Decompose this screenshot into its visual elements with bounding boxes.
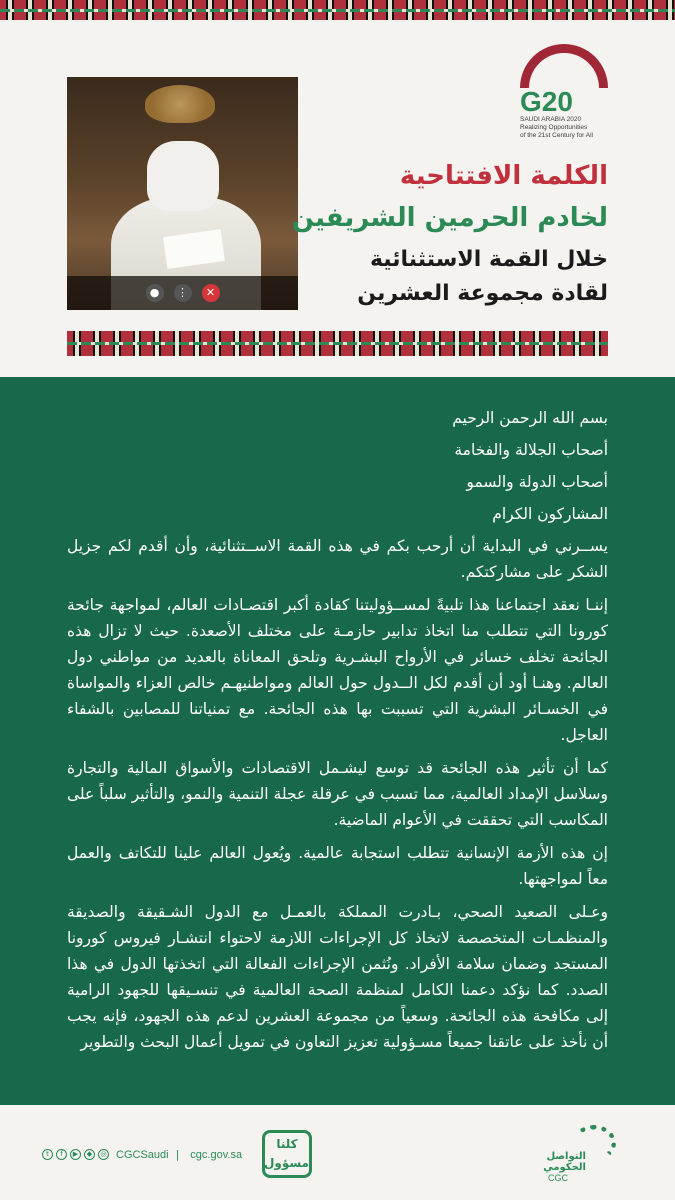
- social-links: [42, 1148, 242, 1161]
- speech-text: [67, 405, 608, 1062]
- speech-paragraph-2: إننـا نعقد اجتماعنا هذا تلبيةً لمســؤوليتنا كقادة أكبر اقتصـادات العالم، لمواجهة جائحة كورونا التي تتطلب منا اتخاذ تدابير حازمـة على مختلف الأصعدة. حيث لا تزال هذه الجائحة تخلف خسائر في الأرواح البشـرية وتلحق المعاناة بالعديد من مواطني دول العالم. وهنـا أود أن أقدم لكل الــدول حول العالم ومواطنيهـم خالص العزاء والمواساة في الخسـائر البشرية التي تسببت بها هذه الجائحة. مع تمنياتنا للمصابين بالشفاء العاجل.: [67, 596, 608, 744]
- top-pattern-band: [0, 0, 675, 20]
- headline-line-3: خلال القمة الاستثنائية: [369, 247, 608, 272]
- instagram-icon[interactable]: ◎: [98, 1149, 109, 1160]
- speech-paragraph-4: إن هذه الأزمة الإنسانية تتطلب استجابة عالمية. ويُعول العالم علينا للتكاتف والعمل معاً لمواجهتها.: [67, 844, 608, 888]
- social-handle[interactable]: CGCSaudi: [116, 1148, 169, 1161]
- emblem-shape: [145, 85, 215, 123]
- masool-text: مسؤول: [263, 1156, 309, 1170]
- headline-line-2: لخادم الحرمين الشريفين: [291, 203, 608, 233]
- figure-head-shape: [147, 141, 219, 211]
- greeting-1: بسم الله الرحمن الرحيم: [452, 409, 608, 427]
- youtube-icon[interactable]: ▶: [70, 1149, 81, 1160]
- greeting-2: أصحاب الجلالة والفخامة: [454, 441, 608, 459]
- middle-pattern-band: [67, 331, 608, 356]
- cgc-arabic-2: الحكومي: [543, 1162, 586, 1173]
- kulna-text: كلنا: [276, 1137, 298, 1151]
- footer: [0, 1105, 675, 1200]
- mic-icon: ●: [146, 284, 164, 302]
- twitter-icon[interactable]: t: [42, 1149, 53, 1160]
- speech-paragraph-5: وعـلى الصعيد الصحي، بـادرت المملكة بالعمـل مع الدول الشـقيقة والصديقة والمنظمـات المتخصصة لاتخاذ كل الإجراءات اللازمة لاحتواء انتشـار فيروس كورونا المستجد وضمان سلامة الأفراد. ونُثمن الإجراءات الفعالة التي اتخذتها الدول في هذا الصدد. كما نؤكد دعمنا الكامل لمنظمة الصحة العالمية في تنسـيقها للجهود الرامية إلى مكافحة هذه الجائحة. وسعياً من مجموعة العشرين لدعم هذه الجهود، فإنه يجب أن نأخذ على عاتقنا جميعاً مسـؤولية تعزيز التعاون في تمويل أعمال البحث والتطوير: [67, 903, 608, 1051]
- g20-arc-shape: [520, 44, 608, 88]
- cgc-logo: [538, 1125, 628, 1187]
- speech-panel: [0, 377, 675, 1105]
- kulna-masool-logo: [262, 1130, 312, 1178]
- cgc-arabic-1: التواصل: [546, 1151, 586, 1162]
- speech-paragraph-1: يســرني في البداية أن أرحب بكم في هذه القمة الاســتثنائية، وأن أقدم لكم جزيل الشكر على مشاركتكم.: [67, 537, 608, 581]
- g20-subtitle-2: Realizing Opportunities: [520, 124, 588, 131]
- g20-subtitle-1: SAUDI ARABIA 2020: [520, 116, 582, 123]
- headline-line-1: الكلمة الافتتاحية: [399, 161, 608, 191]
- greeting-3: أصحاب الدولة والسمو: [466, 473, 608, 491]
- headline-line-4: لقادة مجموعة العشرين: [357, 281, 608, 306]
- snapchat-icon[interactable]: ◆: [84, 1149, 95, 1160]
- end-call-icon: ✕: [202, 284, 220, 302]
- king-video-photo: [67, 77, 298, 310]
- footer-separator: |: [175, 1148, 180, 1161]
- greeting-4: المشاركون الكرام: [492, 505, 608, 523]
- website-link[interactable]: cgc.gov.sa: [190, 1148, 243, 1161]
- headline: [292, 155, 608, 311]
- g20-wordmark: G20: [520, 86, 573, 117]
- g20-logo: [518, 44, 610, 140]
- speech-paragraph-3: كما أن تأثير هذه الجائحة قد توسع ليشـمل الاقتصادات والأسواق المالية والتجارة وسلاسل الإمداد العالمية، مما تسبب في عرقلة عجلة التنمية والنمو، والتأثير سلباً على المكاسب التي تحققت في الأعوام الماضية.: [67, 759, 608, 829]
- facebook-icon[interactable]: f: [56, 1149, 67, 1160]
- g20-subtitle-3: of the 21st Century for All: [520, 132, 593, 139]
- cgc-english: CGC: [548, 1173, 568, 1183]
- grid-icon: ⋮: [174, 284, 192, 302]
- video-controls-bar: [67, 276, 298, 310]
